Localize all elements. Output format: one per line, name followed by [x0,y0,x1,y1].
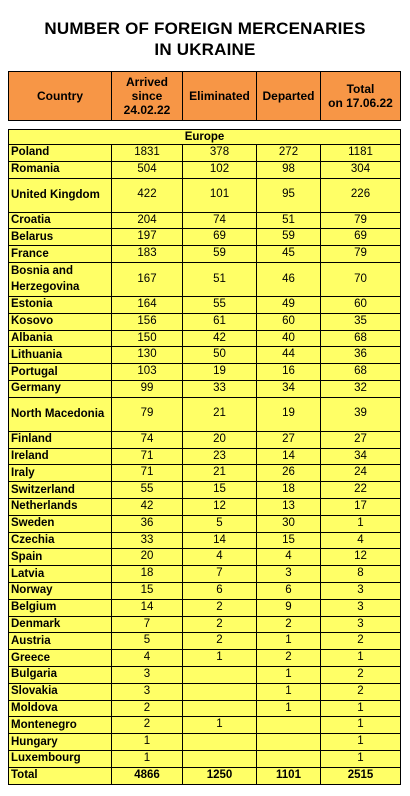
cell-country: Norway [9,582,112,599]
cell-departed: 1 [257,700,321,717]
cell-total: 12 [321,549,401,566]
cell-country: Albania [9,330,112,347]
cell-total: 8 [321,566,401,583]
cell-eliminated: 74 [183,212,257,229]
cell-arrived: 1 [112,734,183,751]
cell-total: 3 [321,599,401,616]
cell-country: Ireland [9,448,112,465]
cell-departed: 19 [257,397,321,431]
cell-arrived: 183 [112,246,183,263]
table-row [9,313,401,330]
cell-arrived: 130 [112,347,183,364]
cell-country: Greece [9,650,112,667]
table-row [9,145,401,162]
cell-arrived: 4 [112,650,183,667]
cell-eliminated [183,700,257,717]
cell-country: Lithuania [9,347,112,364]
cell-departed: 1 [257,633,321,650]
cell-eliminated [183,666,257,683]
cell-total: 1 [321,734,401,751]
table-row [9,750,401,767]
table-row [9,515,401,532]
cell-arrived: 103 [112,364,183,381]
cell-total: 34 [321,448,401,465]
cell-eliminated: 2 [183,633,257,650]
cell-eliminated: 59 [183,246,257,263]
cell-departed: 34 [257,380,321,397]
cell-eliminated [183,750,257,767]
cell-departed: 2 [257,616,321,633]
cell-country: Croatia [9,212,112,229]
cell-country: Latvia [9,566,112,583]
table-row [9,380,401,397]
cell-total: 1 [321,717,401,734]
cell-arrived: 18 [112,566,183,583]
cell-eliminated: 21 [183,465,257,482]
cell-country: Czechia [9,532,112,549]
cell-total: 17 [321,498,401,515]
table-row [9,616,401,633]
cell-country: Germany [9,380,112,397]
table-row [9,178,401,212]
cell-departed: 40 [257,330,321,347]
cell-arrived: 14 [112,599,183,616]
cell-total: 79 [321,246,401,263]
cell-arrived: 55 [112,482,183,499]
cell-eliminated: 5 [183,515,257,532]
cell-arrived: 3 [112,683,183,700]
cell-total: 27 [321,431,401,448]
cell-departed: 6 [257,582,321,599]
cell-country: Slovakia [9,683,112,700]
cell-eliminated: 55 [183,296,257,313]
cell-eliminated: 2 [183,599,257,616]
cell-arrived: 79 [112,397,183,431]
cell-arrived: 7 [112,616,183,633]
cell-total: 3 [321,616,401,633]
header-country: Country [9,72,112,121]
cell-eliminated: 1 [183,717,257,734]
cell-eliminated: 50 [183,347,257,364]
cell-country: Denmark [9,616,112,633]
cell-eliminated: 51 [183,262,257,296]
cell-departed: 60 [257,313,321,330]
cell-departed: 1 [257,683,321,700]
cell-eliminated: 101 [183,178,257,212]
cell-eliminated: 23 [183,448,257,465]
cell-eliminated: 102 [183,161,257,178]
cell-arrived: 36 [112,515,183,532]
table-row [9,364,401,381]
table-row [9,347,401,364]
cell-departed: 51 [257,212,321,229]
table-row [9,599,401,616]
cell-departed: 46 [257,262,321,296]
cell-eliminated: 61 [183,313,257,330]
cell-country: France [9,246,112,263]
cell-total: 1 [321,515,401,532]
cell-arrived: 1831 [112,145,183,162]
cell-departed: 1 [257,666,321,683]
cell-arrived: 2 [112,700,183,717]
table-row [9,482,401,499]
cell-total: 36 [321,347,401,364]
cell-departed: 272 [257,145,321,162]
cell-departed: 45 [257,246,321,263]
cell-eliminated: 378 [183,145,257,162]
table-row [9,161,401,178]
cell-departed: 16 [257,364,321,381]
cell-country: Sweden [9,515,112,532]
table-row [9,431,401,448]
cell-departed: 15 [257,532,321,549]
cell-departed: 3 [257,566,321,583]
cell-eliminated: 4 [183,549,257,566]
cell-country: Belarus [9,229,112,246]
cell-total: 3 [321,582,401,599]
cell-arrived: 2 [112,717,183,734]
cell-arrived: 422 [112,178,183,212]
document-title [0,18,410,60]
cell-total: 1 [321,700,401,717]
table-row [9,229,401,246]
cell-eliminated: 19 [183,364,257,381]
cell-departed: 2 [257,650,321,667]
cell-arrived: 42 [112,498,183,515]
cell-country: Estonia [9,296,112,313]
cell-departed: 49 [257,296,321,313]
cell-country: United Kingdom [9,178,112,212]
cell-total: 4 [321,532,401,549]
cell-total: 2 [321,666,401,683]
cell-eliminated: 21 [183,397,257,431]
cell-eliminated [183,683,257,700]
table-row [9,650,401,667]
cell-arrived: 504 [112,161,183,178]
cell-arrived: 150 [112,330,183,347]
cell-country: Poland [9,145,112,162]
table-row [9,633,401,650]
table-row [9,683,401,700]
cell-total: 2 [321,683,401,700]
header-total: Total on 17.06.22 [321,72,401,121]
table-row [9,549,401,566]
cell-total: 24 [321,465,401,482]
total-row [9,767,401,784]
cell-eliminated: 14 [183,532,257,549]
cell-eliminated: 33 [183,380,257,397]
cell-country: Moldova [9,700,112,717]
cell-country: Spain [9,549,112,566]
cell-total: 60 [321,296,401,313]
table-row [9,448,401,465]
cell-country: Romania [9,161,112,178]
cell-arrived: 3 [112,666,183,683]
cell-arrived: 164 [112,296,183,313]
total-arrived: 4866 [112,767,183,784]
cell-total: 70 [321,262,401,296]
cell-arrived: 1 [112,750,183,767]
cell-total: 32 [321,380,401,397]
cell-eliminated: 1 [183,650,257,667]
header-departed: Departed [257,72,321,121]
header-row [9,72,401,121]
total-eliminated: 1250 [183,767,257,784]
cell-arrived: 156 [112,313,183,330]
cell-country: Portugal [9,364,112,381]
cell-total: 68 [321,330,401,347]
header-arrived: Arrived since 24.02.22 [112,72,183,121]
cell-eliminated: 42 [183,330,257,347]
cell-arrived: 71 [112,465,183,482]
cell-departed: 27 [257,431,321,448]
table-row [9,397,401,431]
total-departed: 1101 [257,767,321,784]
header-table [8,71,401,121]
cell-arrived: 5 [112,633,183,650]
cell-eliminated: 15 [183,482,257,499]
table-row [9,582,401,599]
cell-eliminated: 12 [183,498,257,515]
cell-total: 1 [321,750,401,767]
cell-departed [257,734,321,751]
title-line-1: NUMBER OF FOREIGN MERCENARIES [44,19,366,38]
cell-arrived: 33 [112,532,183,549]
cell-arrived: 15 [112,582,183,599]
cell-eliminated: 6 [183,582,257,599]
cell-country: Switzerland [9,482,112,499]
cell-total: 1181 [321,145,401,162]
data-table [8,129,401,785]
total-country: Total [9,767,112,784]
cell-total: 304 [321,161,401,178]
cell-departed: 13 [257,498,321,515]
cell-departed: 9 [257,599,321,616]
cell-eliminated: 7 [183,566,257,583]
table-row [9,717,401,734]
cell-departed: 59 [257,229,321,246]
cell-country: Hungary [9,734,112,751]
cell-eliminated [183,734,257,751]
cell-arrived: 20 [112,549,183,566]
cell-country: Belgium [9,599,112,616]
cell-arrived: 71 [112,448,183,465]
cell-departed: 30 [257,515,321,532]
cell-departed: 44 [257,347,321,364]
table-row [9,532,401,549]
cell-departed: 98 [257,161,321,178]
cell-total: 226 [321,178,401,212]
cell-departed: 95 [257,178,321,212]
header-eliminated: Eliminated [183,72,257,121]
cell-departed: 26 [257,465,321,482]
cell-departed [257,750,321,767]
cell-arrived: 204 [112,212,183,229]
cell-country: Finland [9,431,112,448]
cell-total: 1 [321,650,401,667]
table-row [9,700,401,717]
cell-total: 69 [321,229,401,246]
region-label: Europe [9,130,401,145]
cell-country: Bulgaria [9,666,112,683]
table-row [9,296,401,313]
cell-total: 35 [321,313,401,330]
cell-country: Netherlands [9,498,112,515]
cell-total: 68 [321,364,401,381]
total-total: 2515 [321,767,401,784]
cell-arrived: 167 [112,262,183,296]
table-row [9,330,401,347]
cell-departed: 18 [257,482,321,499]
title-line-2: IN UKRAINE [154,40,256,59]
table-row [9,465,401,482]
table-row [9,566,401,583]
cell-country: Kosovo [9,313,112,330]
cell-eliminated: 2 [183,616,257,633]
cell-departed: 4 [257,549,321,566]
cell-country: Bosnia and Herzegovina [9,262,112,296]
cell-arrived: 74 [112,431,183,448]
cell-country: Iraly [9,465,112,482]
cell-arrived: 99 [112,380,183,397]
table-row [9,246,401,263]
table-row [9,262,401,296]
cell-departed [257,717,321,734]
cell-departed: 14 [257,448,321,465]
table-row [9,212,401,229]
cell-country: Luxembourg [9,750,112,767]
cell-eliminated: 20 [183,431,257,448]
cell-arrived: 197 [112,229,183,246]
table-row [9,666,401,683]
cell-total: 2 [321,633,401,650]
table-row [9,734,401,751]
cell-country: North Macedonia [9,397,112,431]
cell-eliminated: 69 [183,229,257,246]
region-row [9,130,401,145]
cell-country: Austria [9,633,112,650]
cell-total: 22 [321,482,401,499]
cell-country: Montenegro [9,717,112,734]
cell-total: 39 [321,397,401,431]
table-row [9,498,401,515]
cell-total: 79 [321,212,401,229]
